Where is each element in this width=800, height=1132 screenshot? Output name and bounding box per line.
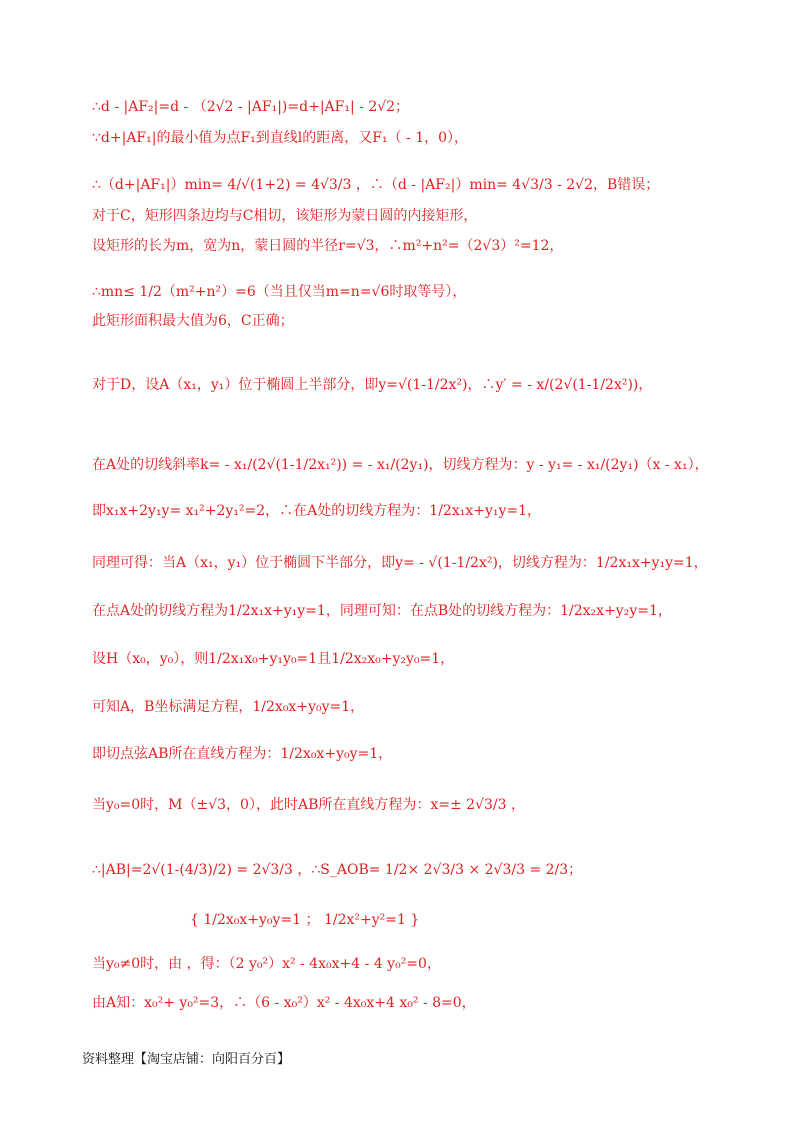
text-line: 由A知：x₀²+ y₀²=3，∴（6 - x₀²）x² - 4x₀x+4 x₀² - 8=0，: [92, 995, 476, 1011]
text-line: 对于D，设A（x₁，y₁）位于椭圆上半部分，即y=√(1-1/2x²)，∴y′ = - x/(2√(1-1/2x²))，: [92, 377, 653, 393]
text-line: ∵d+|AF₁|的最小值为点F₁到直线l的距离，又F₁（ - 1，0），: [92, 130, 469, 146]
text-line: 即切点弦AB所在直线方程为：1/2x₀x+y₀y=1，: [92, 746, 393, 762]
text-line: 可知A，B坐标满足方程，1/2x₀x+y₀y=1，: [92, 699, 365, 715]
text-line: 设矩形的长为m，宽为n，蒙日圆的半径r=√3，∴m²+n²=（2√3）²=12，: [92, 238, 564, 254]
equation-system: { 1/2x₀x+y₀y=1 ； 1/2x²+y²=1 }: [190, 912, 420, 928]
text-line: 此矩形面积最大值为6，C正确；: [92, 313, 294, 329]
text-line: ∴（d+|AF₁|）min= 4/√(1+2) = 4√3/3 ，∴（d - |AF₂|）min= 4√3/3 - 2√2，B错误；: [92, 177, 660, 193]
text-line: 在A处的切线斜率k= - x₁/(2√(1-1/2x₁²)) = - x₁/(2y₁)，切线方程为：y - y₁= - x₁/(2y₁)（x - x₁），: [92, 457, 709, 473]
text-line: 设H（x₀，y₀），则1/2x₁x₀+y₁y₀=1且1/2x₂x₀+y₂y₀=1，: [92, 651, 455, 667]
footer-note: 资料整理【淘宝店铺：向阳百分百】: [82, 1052, 291, 1067]
text-line: 当y₀≠0时，由 ，得：（2 y₀²）x² - 4x₀x+4 - 4 y₀²=0，: [92, 956, 441, 972]
text-line: 对于C，矩形四条边均与C相切，该矩形为蒙日圆的内接矩形，: [92, 208, 478, 224]
text-line: ∴mn≤ 1/2（m²+n²）=6（当且仅当m=n=√6时取等号），: [92, 284, 467, 300]
text-line: 在点A处的切线方程为1/2x₁x+y₁y=1，同理可知：在点B处的切线方程为：1/2x₂x+y₂y=1，: [92, 603, 672, 619]
text-line: 当y₀=0时，M（±√3，0），此时AB所在直线方程为：x=± 2√3/3 ，: [92, 797, 525, 813]
text-line: ∴|AB|=2√(1-(4/3)/2) = 2√3/3 ，∴S_AOB= 1/2× 2√3/3 × 2√3/3 = 2/3；: [92, 862, 583, 878]
text-line: ∴d - |AF₂|=d - （2√2 - |AF₁|)=d+|AF₁| - 2√2；: [92, 99, 410, 115]
text-line: 同理可得：当A（x₁，y₁）位于椭圆下半部分，即y= - √(1-1/2x²)，切线方程为：1/2x₁x+y₁y=1，: [92, 555, 708, 571]
text-line: 即x₁x+2y₁y= x₁²+2y₁²=2，∴在A处的切线方程为：1/2x₁x+y₁y=1，: [92, 503, 542, 519]
